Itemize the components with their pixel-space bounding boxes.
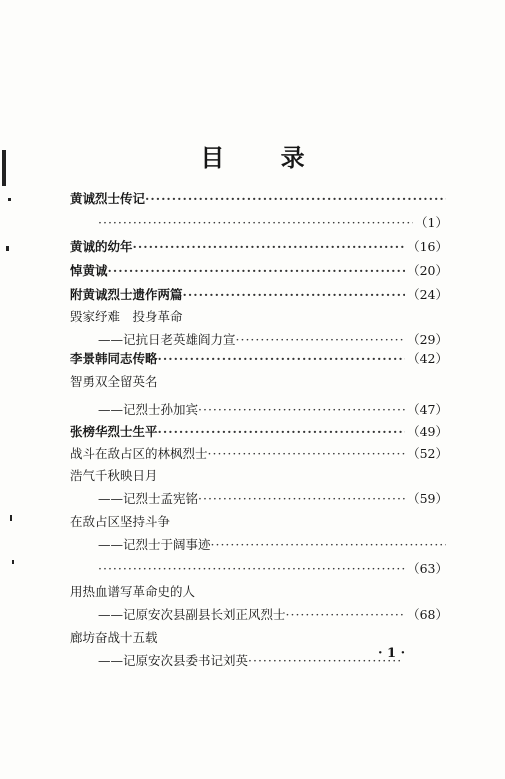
dot-leader: [198, 400, 405, 419]
page-title: 目 录: [200, 143, 329, 172]
dot-leader: [133, 237, 406, 256]
dot-leader: [236, 330, 406, 349]
toc-entry[interactable]: [70, 307, 448, 326]
toc-page-number: （68）: [407, 607, 448, 622]
toc-entry-title: 战斗在敌占区的林枫烈士: [70, 446, 208, 461]
toc-entry-subtitle[interactable]: [98, 535, 448, 554]
toc-entry-title: 用热血谱写革命史的人: [70, 584, 196, 599]
dot-leader: [98, 559, 405, 578]
dot-leader: [158, 349, 406, 368]
toc-entry-subtitle[interactable]: [98, 605, 448, 624]
toc-entry[interactable]: [70, 422, 448, 441]
toc-entry-continuation[interactable]: [98, 213, 448, 232]
toc-entry[interactable]: [70, 466, 448, 485]
scan-mark: [8, 198, 11, 201]
toc-page-number: （29）: [407, 332, 448, 347]
toc-entry[interactable]: [70, 261, 448, 280]
toc-page-number: （47）: [407, 402, 448, 417]
scan-mark: [10, 515, 12, 521]
toc-page-number: （24）: [407, 287, 448, 302]
toc-entry-title: 浩气千秋映日月: [70, 468, 158, 483]
toc-entry-subtitle[interactable]: [98, 400, 448, 419]
toc-page-number: （42）: [407, 351, 448, 366]
scan-mark: [12, 560, 14, 564]
toc-entry-title: 张榜华烈士生平: [70, 424, 158, 439]
toc-page-number: （49）: [407, 424, 448, 439]
dot-leader: [208, 444, 406, 463]
toc-entry-title: 黄诚烈士传记: [70, 191, 146, 206]
toc-entry-title: 黄诚的幼年: [70, 239, 133, 254]
toc-page-number: （20）: [407, 263, 448, 278]
toc-entry[interactable]: [70, 349, 448, 368]
dot-leader: [198, 489, 405, 508]
toc-entry-title: ——记抗日老英雄阎力宣: [98, 332, 236, 347]
toc-entry-title: ——记烈士于阔事迹: [98, 537, 211, 552]
scan-mark: [2, 150, 6, 186]
toc-entry-title: ——记原安次县委书记刘英: [98, 653, 249, 668]
toc-entry[interactable]: [70, 372, 448, 391]
toc-entry-continuation[interactable]: [98, 559, 448, 578]
toc-entry[interactable]: [70, 582, 448, 601]
toc-entry[interactable]: [70, 237, 448, 256]
toc-entry-title: 李景韩同志传略: [70, 351, 158, 366]
page-number: · 1 ·: [378, 646, 406, 661]
dot-leader: [211, 535, 446, 554]
toc-page-number: （1）: [415, 215, 448, 230]
toc-entry-title: 毁家纾难 投身革命: [70, 309, 183, 324]
toc-page-number: （52）: [407, 446, 448, 461]
toc-entry-subtitle[interactable]: [98, 651, 403, 670]
toc-entry-title: 智勇双全留英名: [70, 374, 158, 389]
toc-entry-title: ——记烈士孙加宾: [98, 402, 199, 417]
toc-entry-title: 在敌占区坚持斗争: [70, 514, 171, 529]
dot-leader: [286, 605, 406, 624]
toc-entry[interactable]: [70, 285, 448, 304]
dot-leader: [158, 422, 406, 441]
toc-entry-title: ——记原安次县副县长刘正风烈士: [98, 607, 286, 622]
dot-leader: [145, 189, 446, 208]
scan-mark: [6, 246, 9, 251]
toc-entry-title: 悼黄诚: [70, 263, 108, 278]
dot-leader: [183, 285, 406, 304]
toc-entry-subtitle[interactable]: [98, 489, 448, 508]
toc-entry-title: ——记烈士孟宪铭: [98, 491, 199, 506]
toc-entry-title: 附黄诚烈士遗作两篇: [70, 287, 183, 302]
toc-entry[interactable]: [70, 628, 448, 647]
toc-page-number: （59）: [407, 491, 448, 506]
dot-leader: [98, 213, 413, 232]
toc-entry-huangcheng-biography[interactable]: [70, 189, 448, 208]
toc-page-number: （16）: [407, 239, 448, 254]
toc-entry[interactable]: [70, 512, 448, 531]
toc-entry[interactable]: [70, 444, 448, 463]
toc-entry-subtitle[interactable]: [98, 330, 448, 349]
toc-page-number: （63）: [407, 561, 448, 576]
dot-leader: [108, 261, 406, 280]
toc-entry-title: 廊坊奋战十五载: [70, 630, 158, 645]
